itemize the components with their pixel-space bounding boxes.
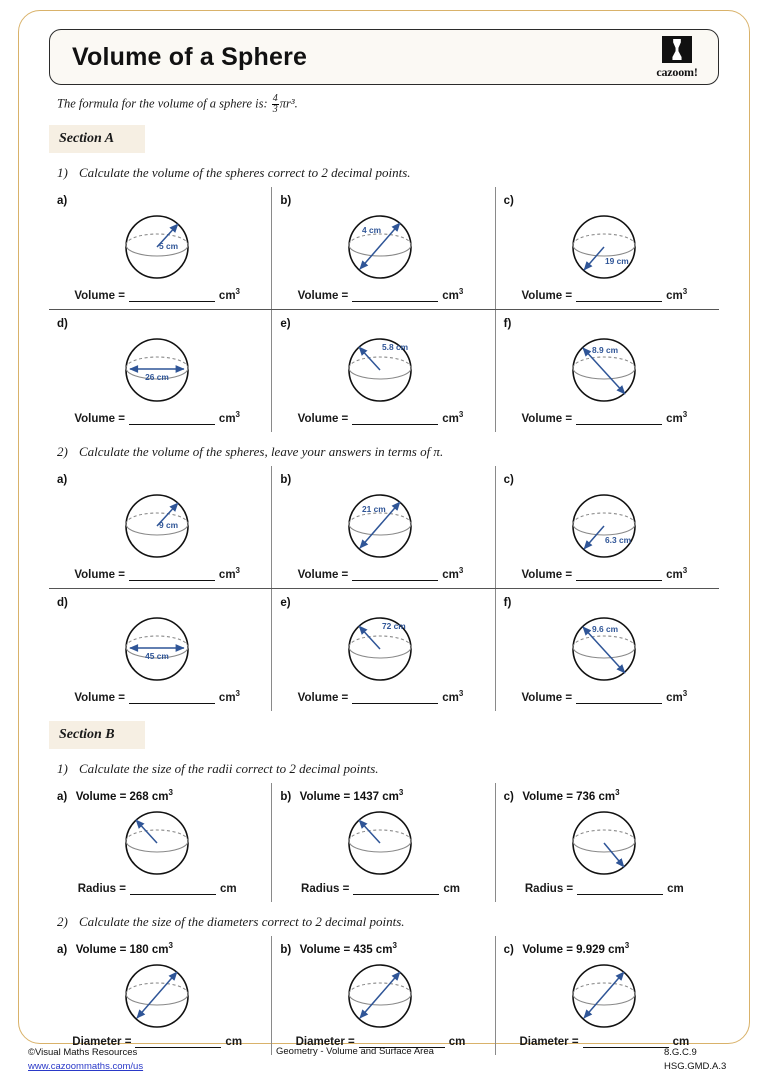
answer-blank[interactable]: [130, 883, 216, 895]
sphere-figure: [500, 488, 709, 564]
answer-unit: $cm^3$: [666, 566, 688, 581]
svg-text:6.3 cm: 6.3 cm: [605, 535, 632, 546]
item-label: b): [280, 943, 292, 956]
question-row: [49, 310, 719, 432]
question-row: [49, 783, 719, 902]
answer-unit: $cm^3$: [666, 688, 688, 704]
answer-blank[interactable]: [129, 413, 215, 425]
sphere-diagram: [334, 611, 426, 687]
question-cell: [49, 783, 272, 902]
svg-text:5 cm: 5 cm: [159, 241, 179, 252]
answer-label: Radius =: [301, 882, 350, 895]
given-volume: Volume = 268 $cm^3$: [75, 787, 173, 803]
question-cell: [49, 310, 272, 432]
formula-prefix: The formula for the volume of a sphere is:: [57, 96, 268, 111]
item-label: d): [57, 596, 68, 609]
answer-label: Diameter =: [72, 1035, 132, 1048]
answer-label: Volume =: [297, 413, 349, 426]
sphere-diagram: [334, 958, 426, 1034]
sphere-figure: [53, 209, 261, 285]
item-label: b): [280, 474, 292, 487]
sphere-figure: [53, 332, 261, 408]
item-label: a): [57, 790, 68, 803]
sphere-diagram: [558, 805, 650, 881]
cell-inner: [272, 191, 494, 307]
answer-line: [500, 564, 709, 586]
sphere-diagram: [334, 488, 426, 564]
footer-topic: Geometry - Volume and Surface Area: [276, 1046, 434, 1057]
sphere-figure: [276, 209, 484, 285]
cell-inner: [272, 787, 494, 900]
svg-text:4 cm: 4 cm: [362, 225, 382, 236]
svg-text:9 cm: 9 cm: [159, 520, 179, 531]
section-heading: Section B: [49, 721, 145, 749]
sphere-figure: [500, 805, 709, 881]
item-label: c): [503, 943, 514, 956]
answer-label: Volume =: [297, 568, 349, 581]
cell-inner: [272, 470, 494, 586]
answer-line: [276, 881, 484, 900]
cell-inner: [496, 940, 719, 1053]
item-label: c): [503, 474, 514, 487]
answer-line: [500, 881, 709, 900]
item-label: e): [280, 596, 291, 609]
answer-label: Volume =: [521, 691, 573, 704]
answer-label: Volume =: [74, 290, 125, 303]
answer-line: [500, 408, 709, 430]
answer-unit: $cm^3$: [218, 410, 240, 426]
answer-unit: $cm^3$: [442, 287, 464, 303]
answer-blank[interactable]: [352, 569, 438, 581]
footer-standard-2: HSG.GMD.A.3: [664, 1060, 727, 1072]
sphere-figure: [500, 611, 709, 687]
sphere-diagram: [334, 805, 426, 881]
sphere-diagram: [111, 805, 203, 881]
sphere-diagram: [111, 958, 203, 1034]
item-label: a): [57, 943, 68, 956]
question-prompt: [57, 914, 719, 930]
formula-suffix: πr³.: [279, 96, 298, 111]
sphere-figure: [53, 805, 261, 881]
cell-inner: [49, 940, 271, 1053]
sphere-diagram: [558, 332, 650, 408]
sphere-figure: [276, 611, 484, 687]
footer-standard-1: 8.G.C.9: [664, 1047, 697, 1058]
sphere-figure: [276, 488, 484, 564]
answer-blank[interactable]: [352, 692, 438, 704]
footer: [28, 1046, 744, 1080]
answer-blank[interactable]: [129, 290, 215, 302]
sphere-diagram: [558, 209, 650, 285]
answer-unit: $cm^3$: [218, 566, 240, 581]
cell-inner: [496, 787, 719, 900]
item-label: e): [280, 318, 291, 331]
answer-blank[interactable]: [577, 883, 663, 895]
item-label: a): [57, 195, 68, 208]
answer-label: Radius =: [77, 882, 126, 895]
given-volume: Volume = 9.929 $cm^3$: [522, 940, 630, 956]
item-label: b): [280, 790, 292, 803]
question-number: 1): [57, 165, 68, 181]
cazoom-logo: [646, 36, 708, 80]
given-volume: Volume = 1437 $cm^3$: [299, 787, 404, 803]
formula-line: [57, 94, 719, 115]
sphere-figure: [500, 958, 709, 1034]
answer-line: [53, 408, 261, 430]
drum-glyph-icon: [671, 39, 683, 60]
answer-label: Volume =: [521, 290, 573, 303]
sphere-diagram: [558, 958, 650, 1034]
question-number: 2): [57, 913, 68, 929]
answer-unit: cm: [225, 1035, 243, 1048]
fraction-denominator: 3: [272, 104, 278, 116]
answer-label: Volume =: [521, 568, 573, 581]
question-cell: [272, 783, 495, 902]
given-volume: Volume = 736 $cm^3$: [522, 787, 620, 803]
sphere-diagram: [334, 332, 426, 408]
cell-inner: [496, 470, 719, 586]
answer-unit: $cm^3$: [218, 287, 240, 303]
question-row: [49, 936, 719, 1055]
sphere-diagram: [111, 488, 203, 564]
answer-line: [53, 285, 261, 307]
footer-standards: [664, 1046, 744, 1074]
given-volume: Volume = 180 $cm^3$: [75, 940, 173, 956]
answer-blank[interactable]: [576, 692, 662, 704]
title-bar: [49, 29, 719, 85]
worksheet-content: [49, 29, 719, 1048]
sphere-figure: [53, 488, 261, 564]
sections-host: [49, 115, 719, 1054]
question-prompt: [57, 165, 719, 181]
answer-unit: cm: [672, 1035, 690, 1048]
svg-text:21 cm: 21 cm: [362, 504, 387, 515]
answer-line: [276, 285, 484, 307]
question-cell: [49, 466, 272, 588]
question-cell: [272, 589, 495, 711]
item-label: b): [280, 195, 292, 208]
answer-label: Radius =: [524, 882, 574, 895]
sphere-diagram: [558, 488, 650, 564]
question-prompt: [57, 761, 719, 777]
footer-website-link[interactable]: www.cazoommaths.com/us: [28, 1060, 144, 1072]
answer-unit: $cm^3$: [442, 566, 464, 581]
answer-blank[interactable]: [576, 290, 662, 302]
answer-label: Volume =: [521, 413, 573, 426]
sphere-diagram: [111, 611, 203, 687]
answer-unit: $cm^3$: [442, 688, 464, 704]
footer-copyright: ©Visual Maths Resources: [28, 1047, 138, 1058]
question-cell: [496, 187, 719, 309]
question-cell: [49, 936, 272, 1055]
svg-text:26 cm: 26 cm: [145, 372, 170, 383]
cell-inner: [49, 593, 271, 709]
cell-inner: [272, 940, 494, 1053]
fraction-numerator: 4: [272, 93, 278, 104]
question-text: Calculate the volume of the spheres correct to 2 decimal points.: [79, 165, 411, 181]
cell-inner: [496, 314, 719, 430]
answer-blank[interactable]: [353, 883, 439, 895]
answer-blank[interactable]: [352, 290, 438, 302]
answer-unit: $cm^3$: [666, 287, 688, 303]
question-cell: [496, 936, 719, 1055]
question-row: [49, 187, 719, 310]
answer-label: Diameter =: [519, 1035, 579, 1048]
item-label: f): [503, 318, 512, 331]
answer-label: Diameter =: [295, 1035, 355, 1048]
question-row: [49, 466, 719, 589]
answer-unit: $cm^3$: [218, 688, 240, 704]
question-number: 1): [57, 760, 68, 776]
answer-label: Volume =: [297, 691, 349, 704]
sphere-figure: [500, 332, 709, 408]
logo-mark-icon: [662, 36, 692, 63]
sphere-diagram: [111, 332, 203, 408]
item-label: d): [57, 318, 68, 331]
footer-left: [28, 1046, 143, 1074]
answer-line: [53, 687, 261, 709]
answer-blank[interactable]: [352, 413, 438, 425]
question-cell: [272, 310, 495, 432]
question-text: Calculate the volume of the spheres, leave your answers in terms of π.: [79, 444, 444, 460]
answer-label: Volume =: [74, 413, 125, 426]
answer-line: [276, 564, 484, 586]
question-row: [49, 589, 719, 711]
answer-unit: cm: [219, 882, 237, 895]
answer-line: [276, 687, 484, 709]
answer-unit: cm: [667, 882, 684, 895]
sphere-diagram: [334, 209, 426, 285]
item-label: f): [503, 596, 512, 609]
sphere-figure: [276, 805, 484, 881]
answer-line: [500, 285, 709, 307]
answer-line: [53, 564, 261, 586]
answer-blank[interactable]: [576, 413, 662, 425]
sphere-figure: [53, 611, 261, 687]
cell-inner: [272, 593, 494, 709]
cell-inner: [49, 314, 271, 430]
given-volume: Volume = 435 $cm^3$: [299, 940, 397, 956]
question-number: 2): [57, 444, 68, 460]
sphere-diagram: [558, 611, 650, 687]
logo-text: cazoom!: [656, 65, 698, 79]
question-cell: [49, 187, 272, 309]
answer-label: Volume =: [297, 290, 349, 303]
answer-unit: cm: [448, 1035, 466, 1048]
page-title: Volume of a Sphere: [72, 42, 308, 71]
sphere-diagram: [111, 209, 203, 285]
answer-blank[interactable]: [129, 569, 215, 581]
answer-unit: cm: [443, 882, 460, 895]
cell-inner: [49, 470, 271, 586]
svg-text:45 cm: 45 cm: [145, 650, 170, 661]
question-cell: [496, 466, 719, 588]
sphere-figure: [276, 332, 484, 408]
question-cell: [496, 310, 719, 432]
item-label: a): [57, 474, 68, 487]
answer-unit: $cm^3$: [442, 410, 464, 426]
question-cell: [272, 187, 495, 309]
question-cell: [272, 936, 495, 1055]
answer-label: Volume =: [74, 691, 125, 704]
answer-line: [53, 881, 261, 900]
sphere-figure: [500, 209, 709, 285]
page-border: [18, 10, 750, 1048]
cell-inner: [49, 191, 271, 307]
answer-blank[interactable]: [129, 692, 215, 704]
sphere-figure: [53, 958, 261, 1034]
answer-line: [276, 408, 484, 430]
svg-text:8.9 cm: 8.9 cm: [592, 345, 619, 356]
question-cell: [49, 589, 272, 711]
answer-blank[interactable]: [576, 569, 662, 581]
svg-text:9.6 cm: 9.6 cm: [592, 623, 619, 634]
answer-unit: $cm^3$: [666, 410, 688, 426]
fraction-four-thirds: [272, 94, 279, 115]
svg-text:5.8 cm: 5.8 cm: [382, 342, 409, 353]
section-heading: Section A: [49, 125, 145, 153]
question-cell: [272, 466, 495, 588]
question-text: Calculate the size of the radii correct to 2 decimal points.: [79, 760, 379, 776]
svg-text:72 cm: 72 cm: [382, 620, 407, 631]
question-text: Calculate the size of the diameters correct to 2 decimal points.: [79, 913, 405, 929]
item-label: c): [503, 790, 514, 803]
cell-inner: [496, 593, 719, 709]
question-cell: [496, 589, 719, 711]
cell-inner: [272, 314, 494, 430]
svg-text:19 cm: 19 cm: [605, 256, 630, 267]
question-prompt: [57, 444, 719, 460]
answer-line: [500, 687, 709, 709]
cell-inner: [496, 191, 719, 307]
sphere-figure: [276, 958, 484, 1034]
cell-inner: [49, 787, 271, 900]
answer-label: Volume =: [74, 568, 125, 581]
question-cell: [496, 783, 719, 902]
item-label: c): [503, 195, 514, 208]
